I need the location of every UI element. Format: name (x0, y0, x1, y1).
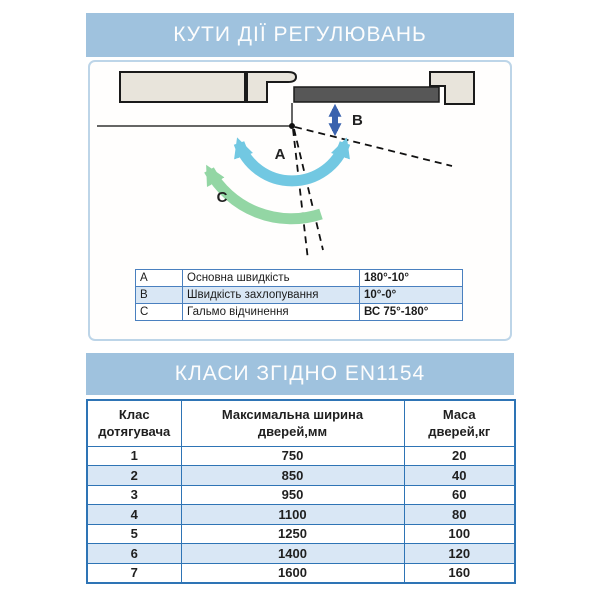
angle-name: Основна швидкість (183, 270, 360, 287)
angle-key: B (136, 287, 183, 304)
wall-section (120, 72, 245, 102)
door-open-90deg-dashed-line (293, 129, 308, 260)
label-a: A (274, 146, 286, 163)
closer-class: 4 (87, 505, 181, 525)
label-b: B (352, 112, 363, 129)
table-row (87, 446, 515, 466)
table-row (136, 304, 463, 321)
closer-class: 1 (87, 446, 181, 466)
door-frame-left (247, 72, 296, 102)
max-door-width: 950 (181, 485, 404, 505)
label-c: C (216, 189, 228, 206)
header-max-door-width: Максимальна ширина дверей,мм (181, 400, 404, 446)
table-row (87, 563, 515, 583)
door-mass: 100 (404, 524, 515, 544)
angle-key: A (136, 270, 183, 287)
table-row (87, 466, 515, 486)
table-row (136, 287, 463, 304)
max-door-width: 1250 (181, 524, 404, 544)
door-open-80deg-dashed-line (294, 129, 323, 250)
header-door-mass: Маса дверей,кг (404, 400, 515, 446)
door-mass: 20 (404, 446, 515, 466)
door-mass: 40 (404, 466, 515, 486)
table-row (87, 505, 515, 525)
closer-class: 7 (87, 563, 181, 583)
door-open-10deg-dashed-line (295, 127, 452, 166)
closer-class: 2 (87, 466, 181, 486)
closer-class: 5 (87, 524, 181, 544)
door-leaf (294, 87, 439, 102)
closer-class: 6 (87, 544, 181, 564)
table-row (87, 485, 515, 505)
angle-name: Гальмо відчинення (183, 304, 360, 321)
angle-range: ВС 75°-180° (360, 304, 463, 321)
classes-section-title: КЛАСИ ЗГІДНО EN1154 (86, 353, 514, 395)
angle-range: 10°-0° (360, 287, 463, 304)
header-closer-class: Клас дотягувача (87, 400, 181, 446)
door-mass: 80 (404, 505, 515, 525)
door-closer-angles-diagram (88, 60, 512, 341)
max-door-width: 750 (181, 446, 404, 466)
table-header-row (87, 400, 515, 446)
angle-key: C (136, 304, 183, 321)
hinge-point (289, 123, 295, 129)
angle-name: Швидкість захлопування (183, 287, 360, 304)
max-door-width: 1600 (181, 563, 404, 583)
max-door-width: 1100 (181, 505, 404, 525)
table-row (136, 270, 463, 287)
angle-range: 180°-10° (360, 270, 463, 287)
main-speed-arc-arrow (239, 143, 345, 181)
en1154-classes-table (86, 399, 516, 584)
closer-class: 3 (87, 485, 181, 505)
angles-section-title: КУТИ ДІЇ РЕГУЛЮВАНЬ (86, 13, 514, 57)
door-mass: 60 (404, 485, 515, 505)
max-door-width: 850 (181, 466, 404, 486)
table-row (87, 544, 515, 564)
max-door-width: 1400 (181, 544, 404, 564)
door-mass: 160 (404, 563, 515, 583)
door-mass: 120 (404, 544, 515, 564)
angles-legend-table (135, 269, 463, 321)
table-row (87, 524, 515, 544)
